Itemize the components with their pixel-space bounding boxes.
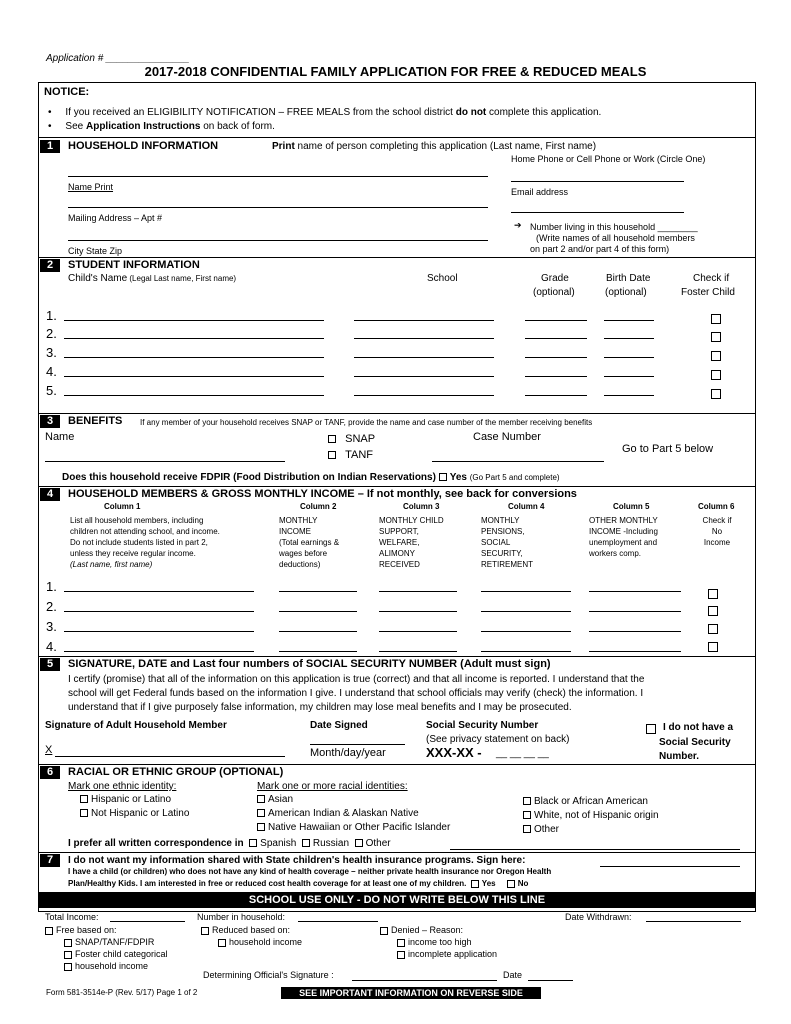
member-name-field[interactable] (64, 651, 254, 652)
school-header: School (427, 273, 458, 284)
student-row-number: 3. (46, 345, 57, 360)
foster-check-header: Check if (693, 273, 730, 284)
benefits-name-field[interactable] (45, 461, 285, 462)
pensions-field[interactable] (481, 651, 571, 652)
section-1-number: 1 (40, 140, 60, 153)
other-income-field[interactable] (589, 651, 681, 652)
student-grade-field[interactable] (525, 320, 587, 321)
section-4-title: HOUSEHOLD MEMBERS & GROSS MONTHLY INCOME – If not monthly, see back for conversions (68, 488, 577, 500)
column-3-desc: MONTHLY CHILD SUPPORT, WELFARE, ALIMONY RECEIVED (379, 516, 444, 569)
free-snap: SNAP/TANF/FDPIR (64, 937, 154, 947)
name-print-label: Name Print (68, 182, 114, 192)
denied-reason: Denied – Reason: (380, 925, 463, 935)
health-no-checkbox[interactable] (507, 880, 515, 888)
no-ssn-label-3: Number. (659, 751, 700, 762)
column-5-desc: OTHER MONTHLY INCOME -Including unemployment and workers comp. (589, 516, 658, 558)
total-income-field[interactable] (110, 921, 185, 922)
student-grade-field[interactable] (525, 338, 587, 339)
section-3-title: BENEFITS (68, 415, 123, 427)
monthly-income-field[interactable] (279, 651, 357, 652)
signature-x: X (45, 744, 53, 756)
grade-optional: (optional) (533, 287, 575, 298)
tanf-checkbox[interactable] (328, 451, 336, 459)
mailing-address-field[interactable] (68, 207, 488, 208)
official-signature-field[interactable] (352, 980, 497, 981)
member-row-number: 1. (46, 579, 57, 594)
student-grade-field[interactable] (525, 395, 587, 396)
ethnic-hispanic[interactable]: Hispanic or Latino (80, 794, 171, 805)
goto-part-5: Go to Part 5 below (622, 443, 714, 455)
student-grade-field[interactable] (525, 376, 587, 377)
hispanic-checkbox[interactable] (80, 795, 88, 803)
section-2-number: 2 (40, 259, 60, 272)
race-header: Mark one or more racial identities: (257, 781, 408, 792)
birth-date-optional: (optional) (605, 287, 647, 298)
foster-child-checkbox[interactable] (711, 314, 721, 324)
free-based-on: Free based on: (45, 925, 117, 935)
other-income-field[interactable] (589, 631, 681, 632)
child-support-field[interactable] (379, 611, 457, 612)
student-school-field[interactable] (354, 357, 494, 358)
race-native-hawaiian[interactable]: Native Hawaiian or Other Pacific Islander (257, 822, 450, 833)
spanish-checkbox[interactable] (249, 839, 257, 847)
notice-bullet-1: • If you received an ELIGIBILITY NOTIFICATION – FREE MEALS from the school district do not complete this application. (48, 107, 602, 118)
section-6-number: 6 (40, 766, 60, 779)
section-5-number: 5 (40, 658, 60, 671)
student-grade-field[interactable] (525, 357, 587, 358)
city-state-zip-field[interactable] (68, 240, 488, 241)
other-income-field[interactable] (589, 591, 681, 592)
race-black[interactable]: Black or African American (523, 796, 648, 807)
student-row-number: 5. (46, 383, 57, 398)
column-5-header: Column 5 (613, 502, 650, 511)
monthly-income-field[interactable] (279, 591, 357, 592)
not-hispanic-checkbox[interactable] (80, 809, 88, 817)
pensions-field[interactable] (481, 611, 571, 612)
notice-label: NOTICE: (44, 86, 90, 98)
race-asian[interactable]: Asian (257, 794, 293, 805)
monthly-income-field[interactable] (279, 611, 357, 612)
black-checkbox[interactable] (523, 797, 531, 805)
city-state-zip-label: City State Zip (68, 246, 123, 256)
section-3-number: 3 (40, 415, 60, 428)
reduced-household-income-checkbox[interactable] (218, 939, 226, 947)
asian-checkbox[interactable] (257, 795, 265, 803)
date-signed-label: Date Signed (310, 720, 368, 731)
foster-check-header-2: Foster Child (681, 287, 735, 298)
student-school-field[interactable] (354, 338, 494, 339)
column-6-desc: Check if No Income (702, 516, 732, 547)
section-2-title: STUDENT INFORMATION (68, 259, 200, 271)
race-white[interactable]: White, not of Hispanic origin (523, 810, 659, 821)
birth-date-header: Birth Date (606, 273, 651, 284)
no-income-checkbox[interactable] (708, 642, 718, 652)
name-print-field[interactable] (68, 176, 488, 177)
arrow-icon: ➔ (514, 220, 522, 230)
date-withdrawn-label: Date Withdrawn: (565, 912, 632, 922)
column-4-desc: MONTHLY PENSIONS, SOCIAL SECURITY, RETIREMENT (481, 516, 533, 569)
ethnic-header: Mark one ethnic identity: (68, 781, 177, 792)
official-signature-label: Determining Official's Signature : (203, 970, 334, 980)
ethnic-not-hispanic[interactable]: Not Hispanic or Latino (80, 808, 189, 819)
ssn-label: Social Security Number (426, 720, 539, 731)
student-birth-date-field[interactable] (604, 338, 654, 339)
student-name-field[interactable] (64, 320, 324, 321)
case-number-field[interactable] (432, 461, 604, 462)
child-support-field[interactable] (379, 591, 457, 592)
print-instruction: Print name of person completing this application (Last name, First name) (272, 141, 597, 152)
free-checkbox[interactable] (45, 927, 53, 935)
language-preference: I prefer all written correspondence in Spanish Russian Other (68, 838, 391, 849)
student-row-number: 2. (46, 326, 57, 341)
see-reverse-banner: SEE IMPORTANT INFORMATION ON REVERSE SIDE (281, 987, 541, 999)
pensions-field[interactable] (481, 591, 571, 592)
race-other[interactable]: Other (523, 824, 559, 835)
no-ssn-label-1: I do not have a (663, 722, 734, 733)
student-birth-date-field[interactable] (604, 320, 654, 321)
incomplete-application-checkbox[interactable] (397, 951, 405, 959)
foster-child-checkbox[interactable] (711, 370, 721, 380)
column-2-header: Column 2 (300, 502, 337, 511)
section-7-number: 7 (40, 854, 60, 867)
ssn-prefix: XXX-XX - (426, 745, 482, 760)
monthly-income-field[interactable] (279, 631, 357, 632)
free-foster-checkbox[interactable] (64, 951, 72, 959)
ssn-last-four-field[interactable]: __ __ __ __ (496, 748, 549, 759)
number-in-household-label: Number in household: (197, 912, 286, 922)
notice-bullet-2: • See Application Instructions on back of form. (48, 121, 275, 132)
health-yes-checkbox[interactable] (471, 880, 479, 888)
student-school-field[interactable] (354, 320, 494, 321)
race-other-checkbox[interactable] (523, 825, 531, 833)
member-name-field[interactable] (64, 591, 254, 592)
foster-child-checkbox[interactable] (711, 332, 721, 342)
free-household-income-checkbox[interactable] (64, 963, 72, 971)
student-name-field[interactable] (64, 338, 324, 339)
student-name-field[interactable] (64, 376, 324, 377)
section-1-title: HOUSEHOLD INFORMATION (68, 140, 219, 152)
certify-line-1: I certify (promise) that all of the information on this application is true (correct) and that all income is reported. I understand that the (68, 674, 645, 685)
foster-child-checkbox[interactable] (711, 389, 721, 399)
denied-incomplete: incomplete application (397, 949, 497, 959)
free-foster: Foster child categorical (64, 949, 168, 959)
reduced-checkbox[interactable] (201, 927, 209, 935)
column-1-desc: List all household members, including children not attending school, and income. Do not include students listed in part 2, unless they receive regular income. (Last name, first name) (70, 516, 220, 569)
date-signed-field[interactable] (310, 744, 405, 745)
russian-checkbox[interactable] (302, 839, 310, 847)
mailing-address-label: Mailing Address – Apt # (68, 213, 163, 223)
case-number-label: Case Number (473, 431, 541, 443)
fdpir-question: Does this household receive FDPIR (Food Distribution on Indian Reservations) Yes (Go Part 5 and complete) (62, 472, 560, 483)
other-language-checkbox[interactable] (355, 839, 363, 847)
column-3-header: Column 3 (403, 502, 440, 511)
email-field[interactable] (511, 212, 684, 213)
student-row-number: 4. (46, 364, 57, 379)
column-4-header: Column 4 (508, 502, 545, 511)
student-row-number: 1. (46, 308, 57, 323)
snap-option[interactable]: SNAP (328, 433, 375, 445)
benefits-description: If any member of your household receives SNAP or TANF, provide the name and case number of the member receiving benefits (140, 418, 593, 427)
section-4-number: 4 (40, 488, 60, 501)
other-income-field[interactable] (589, 611, 681, 612)
no-income-checkbox[interactable] (708, 624, 718, 634)
official-date-field[interactable] (528, 980, 573, 981)
student-school-field[interactable] (354, 376, 494, 377)
member-row-number: 2. (46, 599, 57, 614)
snap-checkbox[interactable] (328, 435, 336, 443)
child-support-field[interactable] (379, 631, 457, 632)
certify-line-2: school will get Federal funds based on the information I give. I understand that school officials may verify (check) the information. I (68, 688, 644, 699)
reduced-household-income: household income (218, 937, 302, 947)
column-1-header: Column 1 (104, 502, 141, 511)
native-hawaiian-checkbox[interactable] (257, 823, 265, 831)
total-income-label: Total Income: (45, 912, 99, 922)
student-birth-date-field[interactable] (604, 376, 654, 377)
tanf-option[interactable]: TANF (328, 449, 373, 461)
student-birth-date-field[interactable] (604, 395, 654, 396)
application-number: Application # _______________ (46, 53, 190, 64)
denied-checkbox[interactable] (380, 927, 388, 935)
certify-line-3: understand that if I give purposely false information, my children may lose meal benefits and I may be prosecuted. (68, 702, 572, 713)
student-birth-date-field[interactable] (604, 357, 654, 358)
section-7-title: I do not want my information shared with State children's health insurance programs. Sign here: (68, 855, 526, 866)
denied-income-too-high: income too high (397, 937, 472, 947)
free-snap-checkbox[interactable] (64, 939, 72, 947)
no-ssn-checkbox[interactable] (646, 724, 656, 734)
column-6-header: Column 6 (698, 502, 735, 511)
no-income-checkbox[interactable] (708, 589, 718, 599)
health-line-1: I have a child (or children) who does not have any kind of health coverage – neither private health insurance nor Oregon Health (68, 867, 552, 876)
phone-field[interactable] (511, 181, 684, 182)
form-number: Form 581-3514e-P (Rev. 5/17) Page 1 of 2 (46, 988, 198, 997)
signature-field[interactable] (55, 756, 285, 757)
benefits-name-label: Name (45, 431, 75, 443)
student-name-field[interactable] (64, 395, 324, 396)
member-name-field[interactable] (64, 611, 254, 612)
official-date-label: Date (503, 970, 523, 980)
write-names-note-1: (Write names of all household members (536, 233, 695, 243)
write-names-note-2: on part 2 and/or part 4 of this form) (530, 244, 670, 254)
other-language-field[interactable] (450, 849, 740, 850)
fdpir-yes-checkbox[interactable] (439, 473, 447, 481)
student-school-field[interactable] (354, 395, 494, 396)
email-label: Email address (511, 187, 569, 197)
no-ssn-label-2: Social Security (659, 737, 731, 748)
signature-label: Signature of Adult Household Member (45, 720, 227, 731)
member-row-number: 3. (46, 619, 57, 634)
school-use-banner: SCHOOL USE ONLY - DO NOT WRITE BELOW THIS LINE (38, 892, 756, 908)
child-support-field[interactable] (379, 651, 457, 652)
student-name-field[interactable] (64, 357, 324, 358)
foster-child-checkbox[interactable] (711, 351, 721, 361)
number-in-household-field[interactable] (298, 921, 378, 922)
section-6-title: RACIAL OR ETHNIC GROUP (OPTIONAL) (68, 766, 284, 778)
number-living-label: Number living in this household ________ (530, 222, 698, 232)
column-2-desc: MONTHLY INCOME (Total earnings & wages before deductions) (279, 516, 340, 569)
section-5-title: SIGNATURE, DATE and Last four numbers of SOCIAL SECURITY NUMBER (Adult must sign) (68, 658, 551, 670)
grade-header: Grade (541, 273, 569, 284)
member-name-field[interactable] (64, 631, 254, 632)
member-row-number: 4. (46, 639, 57, 654)
page-title: 2017-2018 CONFIDENTIAL FAMILY APPLICATION FOR FREE & REDUCED MEALS (144, 64, 647, 79)
american-indian-checkbox[interactable] (257, 809, 265, 817)
pensions-field[interactable] (481, 631, 571, 632)
ssn-note: (See privacy statement on back) (426, 734, 570, 745)
no-income-checkbox[interactable] (708, 606, 718, 616)
health-line-2: Plan/Healthy Kids. I am interested in free or reduced cost health coverage for at least one of my children. Yes No (68, 879, 529, 888)
race-american-indian[interactable]: American Indian & Alaskan Native (257, 808, 419, 819)
child-name-header: Child's Name (Legal Last name, First name) (68, 273, 237, 284)
income-too-high-checkbox[interactable] (397, 939, 405, 947)
date-withdrawn-field[interactable] (646, 921, 741, 922)
reduced-based-on: Reduced based on: (201, 925, 290, 935)
month-day-year: Month/day/year (310, 747, 386, 759)
white-checkbox[interactable] (523, 811, 531, 819)
free-household-income: household income (64, 961, 148, 971)
phone-label: Home Phone or Cell Phone or Work (Circle One) (511, 154, 706, 164)
health-sharing-signature-field[interactable] (600, 866, 740, 867)
